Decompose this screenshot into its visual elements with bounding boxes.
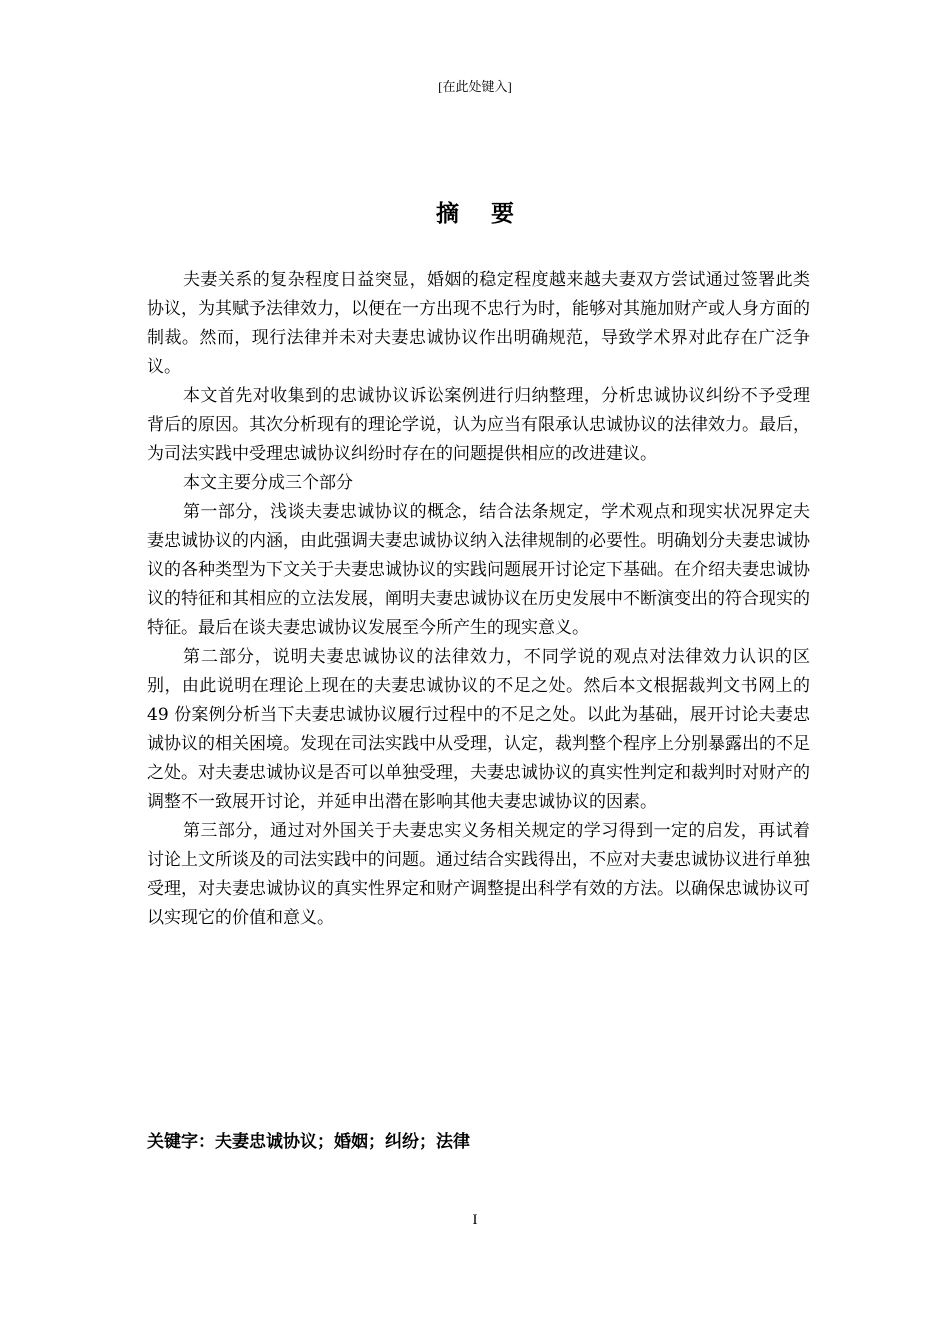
abstract-paragraph: 第二部分，说明夫妻忠诚协议的法律效力，不同学说的观点对法律效力认识的区别，由此说明在理论上现在的夫妻忠诚协议的不足之处。然后本文根据裁判文书网上的 49 份案例分析当下夫妻忠诚协议履行过程中的不足之处。以此为基础，展开讨论夫妻忠诚协议的相关困境。发现在司法实践中从受理，认定，裁判整个程序上分别暴露出的不足之处。对夫妻忠诚协议是否可以单独受理，夫妻忠诚协议的真实性判定和裁判时对财产的调整不一致展开讨论，并延申出潜在影响其他夫妻忠诚协议的因素。	[147, 647, 810, 812]
keywords-line: 关键字：夫妻忠诚协议；婚姻；纠纷；法律	[147, 1132, 470, 1152]
abstract-paragraph: 第三部分，通过对外国关于夫妻忠实义务相关规定的学习得到一定的启发，再试着讨论上文所谈及的司法实践中的问题。通过结合实践得出，不应对夫妻忠诚协议进行单独受理，对夫妻忠诚协议的真实性界定和财产调整提出科学有效的方法。以确保忠诚协议可以实现它的价值和意义。	[147, 821, 810, 928]
abstract-paragraph: 夫妻关系的复杂程度日益突显，婚姻的稳定程度越来越夫妻双方尝试通过签署此类协议，为其赋予法律效力，以便在一方出现不忠行为时，能够对其施加财产或人身方面的制裁。然而，现行法律并未对夫妻忠诚协议作出明确规范，导致学术界对此存在广泛争议。	[147, 270, 810, 377]
abstract-paragraph: 本文主要分成三个部分	[183, 473, 353, 493]
page-number: I	[472, 1212, 478, 1228]
abstract-paragraph: 本文首先对收集到的忠诚协议诉讼案例进行归纳整理，分析忠诚协议纠纷不予受理背后的原因。其次分析现有的理论学说，认为应当有限承认忠诚协议的法律效力。最后，为司法实践中受理忠诚协议纠纷时存在的问题提供相应的改进建议。	[147, 386, 810, 464]
page-header: [在此处键入]	[438, 79, 512, 94]
abstract-body	[147, 266, 810, 933]
abstract-title: 摘要	[436, 201, 546, 227]
abstract-paragraph: 第一部分，浅谈夫妻忠诚协议的概念，结合法条规定，学术观点和现实状况界定夫妻忠诚协议的内涵，由此强调夫妻忠诚协议纳入法律规制的必要性。明确划分夫妻忠诚协议的各种类型为下文关于夫妻忠诚协议的实践问题展开讨论定下基础。在介绍夫妻忠诚协议的特征和其相应的立法发展，阐明夫妻忠诚协议在历史发展中不断演变出的符合现实的特征。最后在谈夫妻忠诚协议发展至今所产生的现实意义。	[147, 502, 810, 638]
